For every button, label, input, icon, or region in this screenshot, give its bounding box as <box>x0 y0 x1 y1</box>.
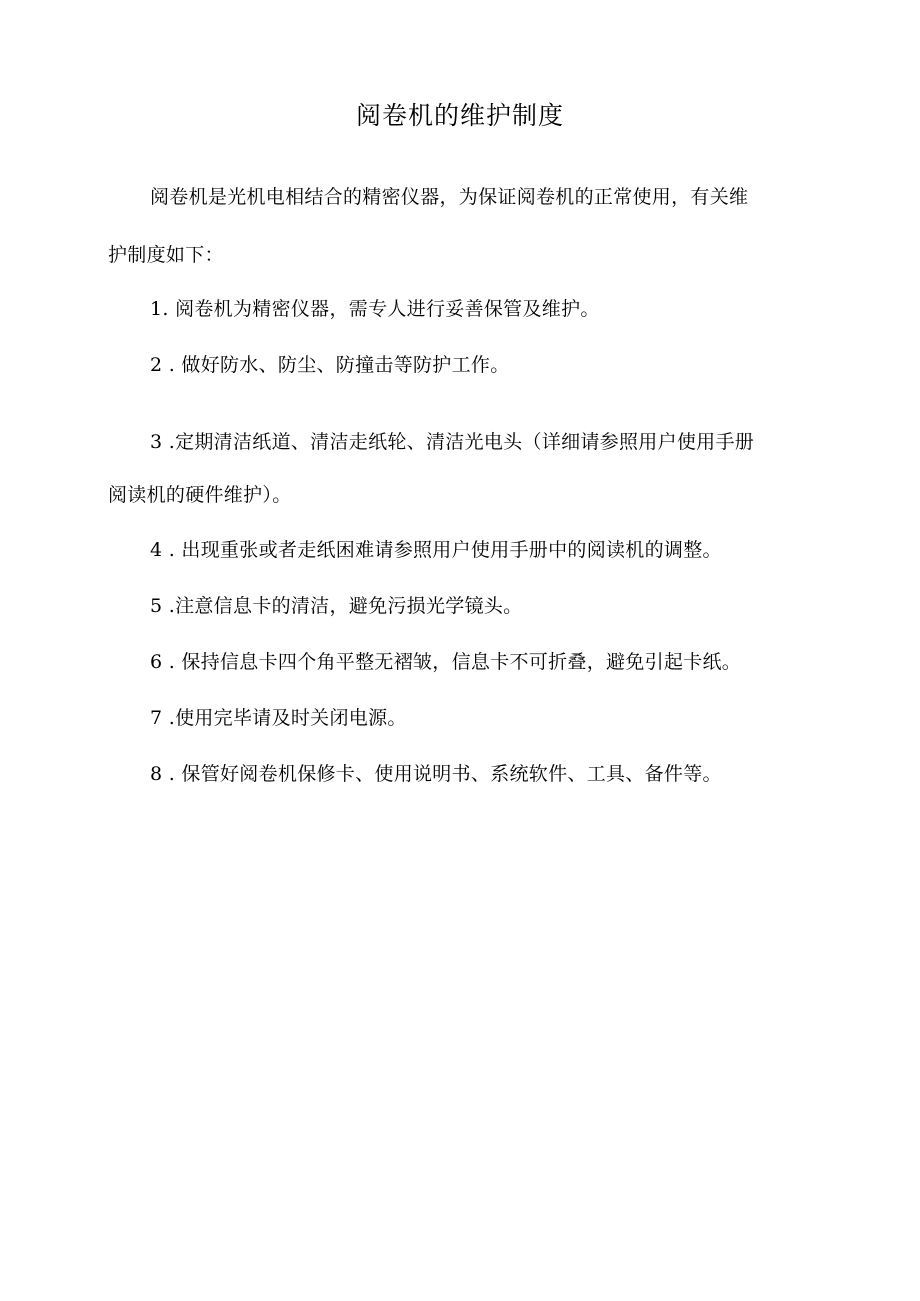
list-item-3-line-2: 阅读机的硬件维护）。 <box>108 484 292 506</box>
list-item-4: 4 . 出现重张或者走纸困难请参照用户使用手册中的阅读机的调整。 <box>150 539 722 561</box>
list-item-3-line-1: 3 .定期清洁纸道、清洁走纸轮、清洁光电头（详细请参照用户使用手册 <box>150 431 755 453</box>
list-item-5: 5 .注意信息卡的清洁，避免污损光学镜头。 <box>150 595 523 617</box>
list-item-6: 6 . 保持信息卡四个角平整无褶皱，信息卡不可折叠，避免引起卡纸。 <box>150 651 742 673</box>
list-item-1: 1. 阅卷机为精密仪器，需专人进行妥善保管及维护。 <box>150 298 600 320</box>
list-item-2: 2 . 做好防水、防尘、防撞击等防护工作。 <box>150 354 510 376</box>
intro-paragraph-line-2: 护制度如下： <box>108 244 224 266</box>
list-item-7: 7 .使用完毕请及时关闭电源。 <box>150 707 407 729</box>
intro-paragraph-line-1: 阅卷机是光机电相结合的精密仪器，为保证阅卷机的正常使用，有关维 <box>150 186 749 208</box>
list-item-8: 8 . 保管好阅卷机保修卡、使用说明书、系统软件、工具、备件等。 <box>150 763 722 785</box>
document-title: 阅卷机的维护制度 <box>355 101 564 130</box>
